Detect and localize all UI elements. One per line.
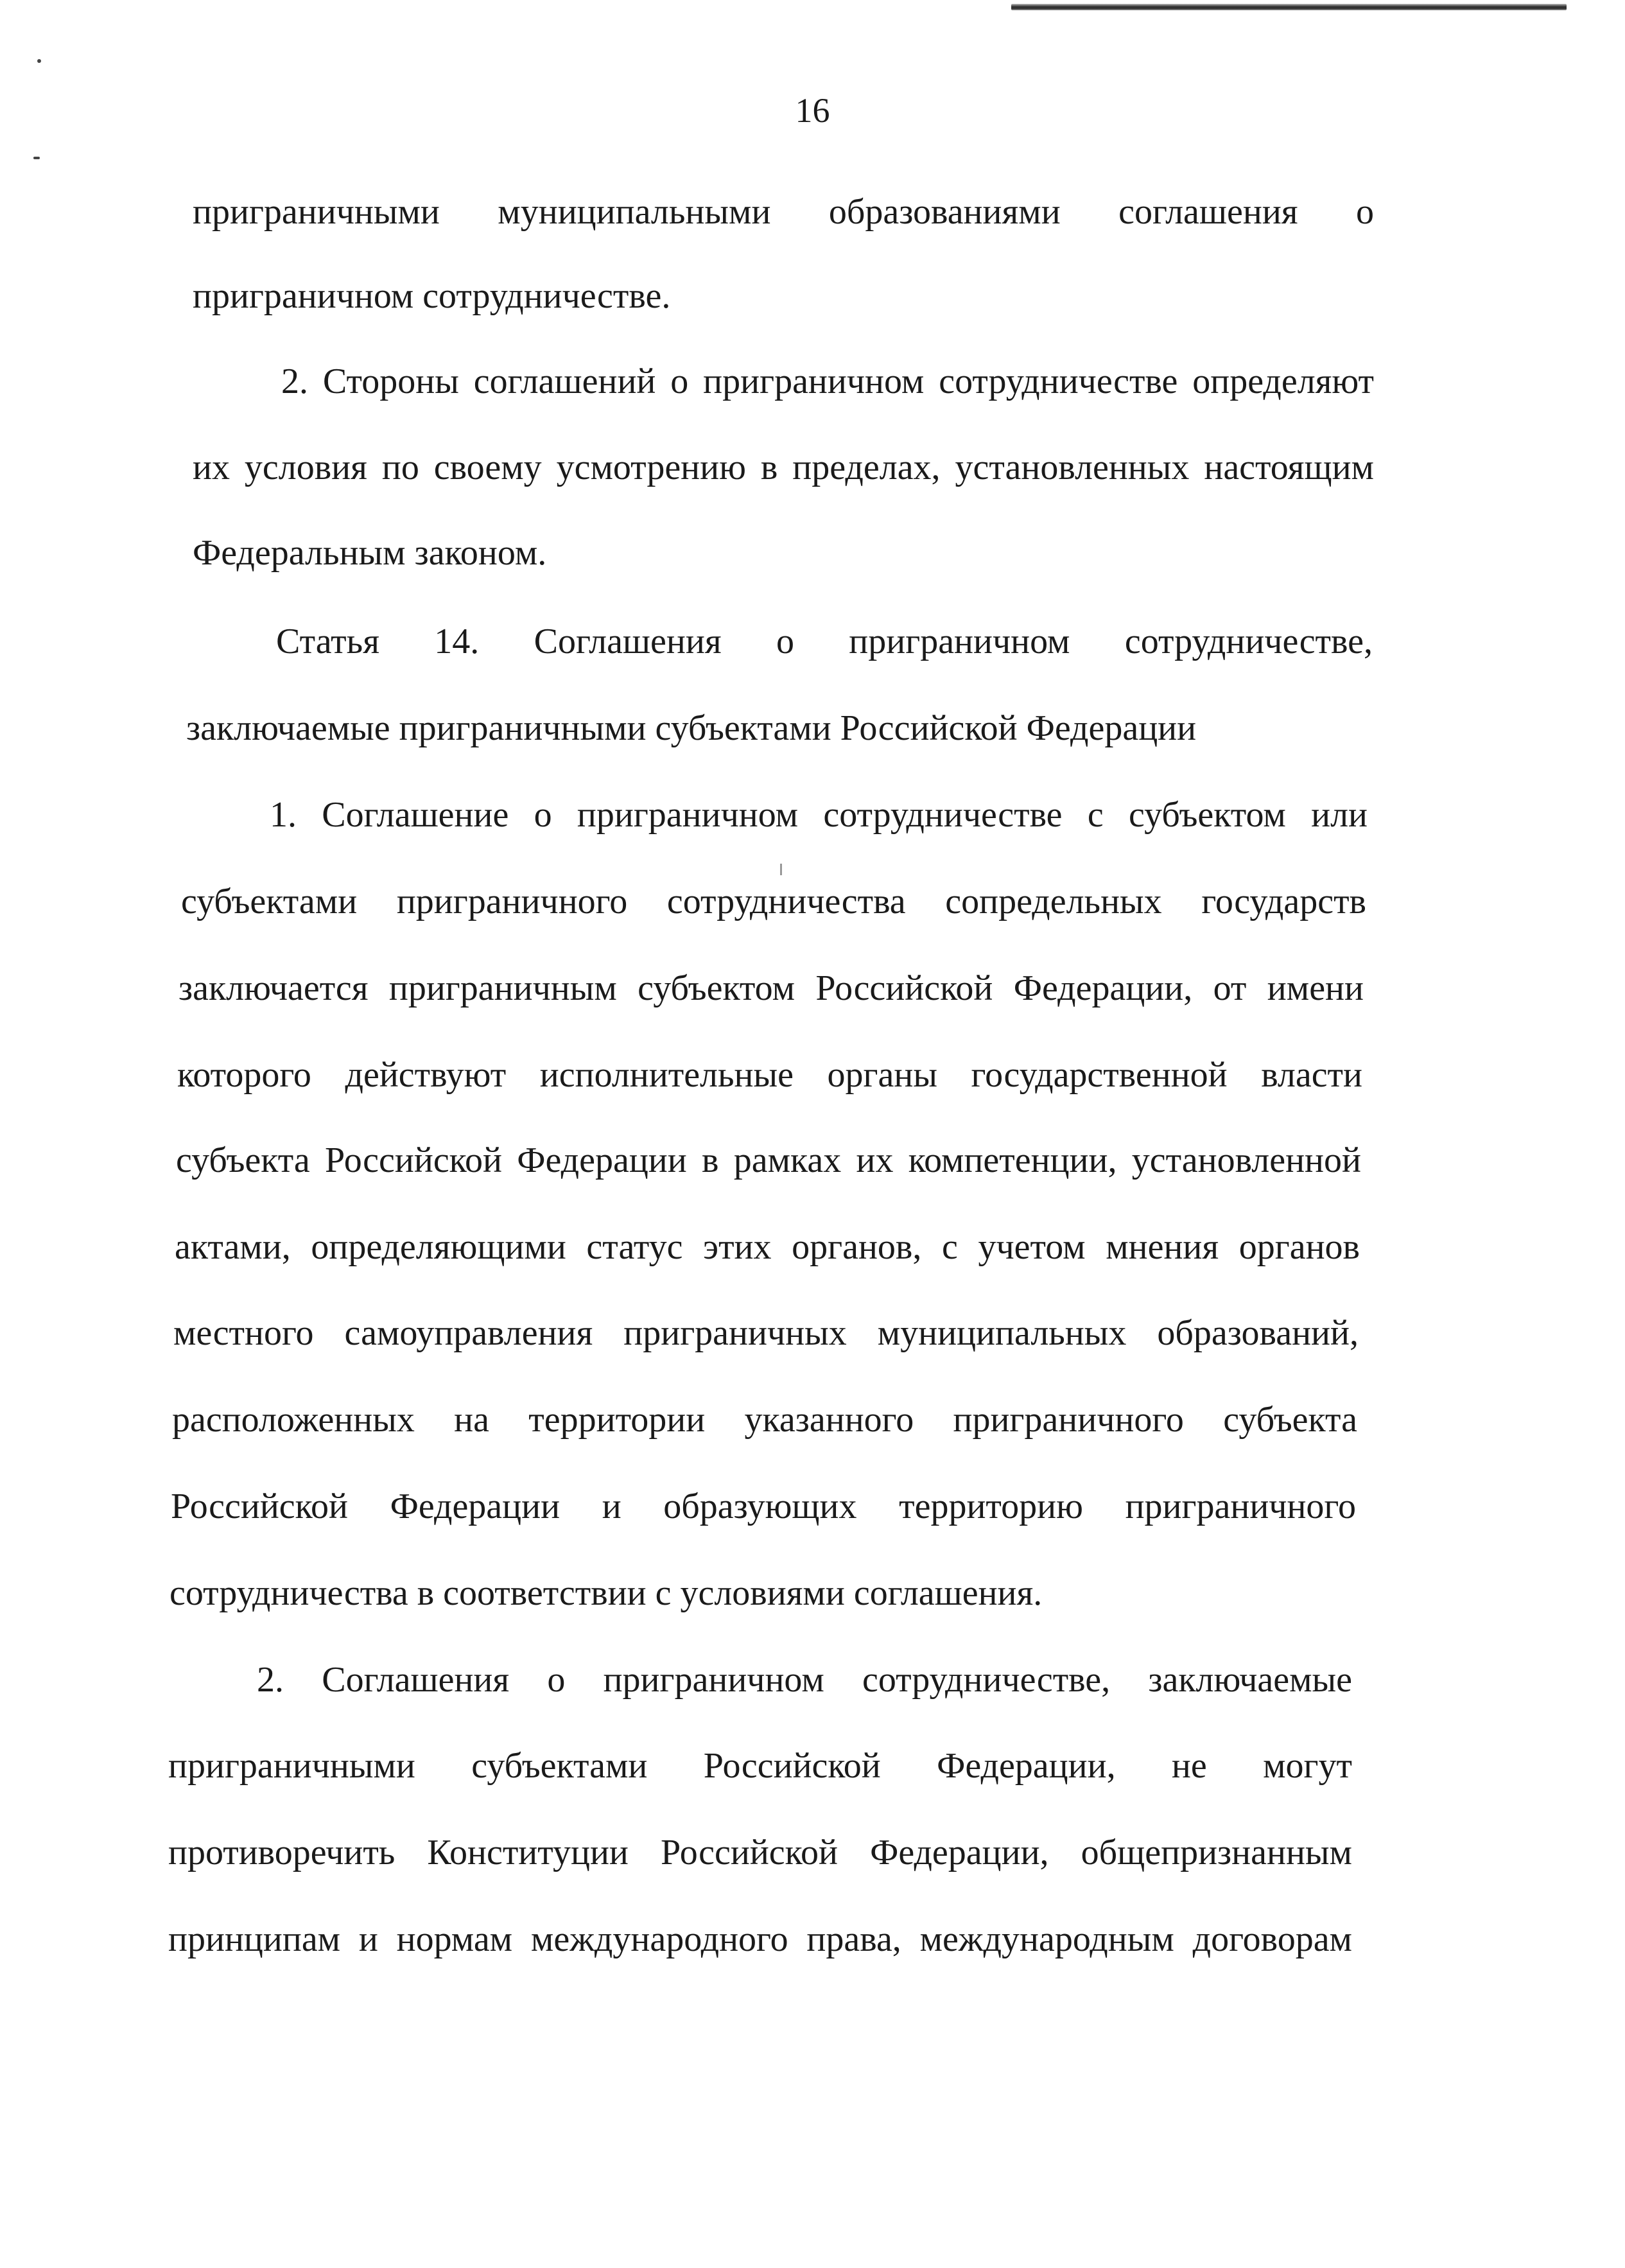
art14-para-1-line-8: расположенных на территории указанного приграничного субъекта: [172, 1400, 1357, 1440]
art14-para-2-line-2: приграничными субъектами Российской Федерации, не могут: [168, 1746, 1352, 1786]
article-14-heading-line-2: заключаемые приграничными субъектами Российской Федерации: [186, 708, 1197, 748]
scan-top-rule: [1011, 4, 1567, 10]
art14-para-1-line-4: которого действуют исполнительные органы государственной власти: [177, 1055, 1362, 1095]
para-2-line-2: их условия по своему усмотрению в пределах, установленных настоящим: [193, 448, 1374, 487]
art14-para-2-line-4: принципам и нормам международного права, международным договорам: [168, 1919, 1352, 1959]
art14-para-1-line-3: заключается приграничным субъектом Российской Федерации, от имени: [178, 968, 1364, 1008]
art14-para-1-line-7: местного самоуправления приграничных муниципальных образований,: [173, 1313, 1359, 1353]
art14-para-2-line-3: противоречить Конституции Российской Федерации, общепризнанным: [168, 1833, 1352, 1872]
art14-para-2-line-1: 2. Соглашения о приграничном сотрудничестве, заключаемые: [257, 1660, 1352, 1700]
para-2-line-1: 2. Стороны соглашений о приграничном сотрудничестве определяют: [281, 362, 1374, 401]
scan-speck: [37, 59, 41, 63]
scan-speck: [33, 157, 40, 159]
art14-para-1-line-9: Российской Федерации и образующих территорию приграничного: [171, 1487, 1356, 1526]
para-2-line-3: Федеральным законом.: [193, 533, 547, 573]
line-1: приграничными муниципальными образованиями соглашения о: [193, 192, 1374, 232]
scan-speck: [780, 864, 782, 875]
art14-para-1-line-2: субъектами приграничного сотрудничества сопредельных государств: [181, 882, 1366, 921]
page-number: 16: [795, 91, 830, 130]
art14-para-1-line-1: 1. Соглашение о приграничном сотрудничестве с субъектом или: [270, 795, 1368, 835]
art14-para-1-line-10: сотрудничества в соответствии с условиями соглашения.: [169, 1573, 1043, 1613]
art14-para-1-line-5: субъекта Российской Федерации в рамках их компетенции, установленной: [176, 1140, 1361, 1180]
art14-para-1-line-6: актами, определяющими статус этих органов, с учетом мнения органов: [175, 1227, 1360, 1267]
article-14-heading-line-1: Статья 14. Соглашения о приграничном сотрудничестве,: [276, 622, 1373, 661]
line-2: приграничном сотрудничестве.: [193, 276, 671, 316]
